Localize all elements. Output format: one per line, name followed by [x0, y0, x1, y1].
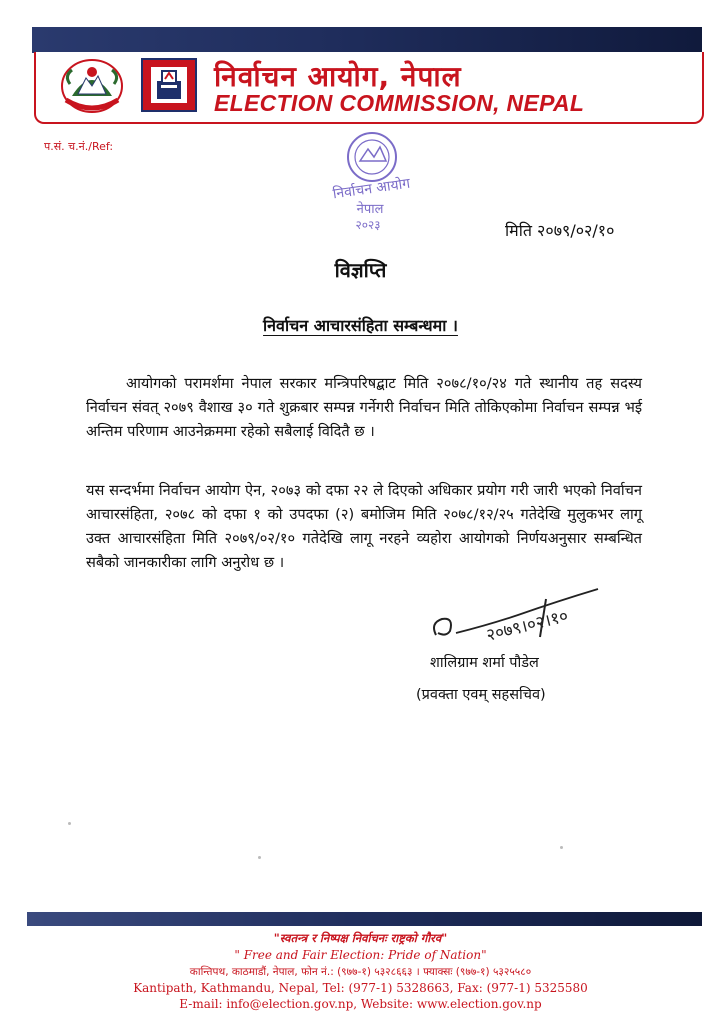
scan-speck [560, 846, 563, 849]
body-paragraph-2: यस सन्दर्भमा निर्वाचन आयोग ऐन, २०७३ को दफा २२ ले दिएको अधिकार प्रयोग गरी जारी भएको निर्वाचन आचारसंहिता, २०७८ को दफा १ को उपदफा (२) बमोजिम मिति २०७८/१२/२५ गतेदेखि मुलुकभर लागू उक्त आचारसंहिता मिति २०७९/०२/१० गतेदेखि लागू नरहने व्यहोरा आयोगको निर्णयअनुसार सम्बन्धित सबैको जानकारीका लागि अनुरोध छ । [86, 482, 642, 571]
nepal-emblem-icon [56, 56, 128, 116]
footer-contact: E-mail: info@election.gov.np, Website: www.election.gov.np [179, 997, 542, 1011]
subject-line [0, 314, 721, 336]
signer-name: शालिग्राम शर्मा पौडेल [430, 655, 539, 671]
body-paragraph-1: आयोगको परामर्शमा नेपाल सरकार मन्त्रिपरिषद्बाट मिति २०७८/१०/२४ गते स्थानीय तह सदस्य निर्वाचन संवत् २०७९ वैशाख ३० गते शुक्रबार सम्पन्न गर्नेगरी निर्वाचन मिति तोकिएकोमा निर्वाचन सम्पन्न भई अन्तिम परिणाम आउनेक्रममा रहेको सबैलाई विदितै छ । [86, 375, 642, 440]
document-date: मिति २०७९/०२/१० [505, 221, 615, 240]
signature-icon [428, 585, 608, 650]
footer-slogan-english: " Free and Fair Election: Pride of Nation" [234, 948, 487, 962]
signature-date: २०७९।०२।१० [484, 606, 571, 646]
signer-designation: (प्रवक्ता एवम् सहसचिव) [416, 687, 546, 703]
footer-address-english: Kantipath, Kathmandu, Nepal, Tel: (977-1) 5328663, Fax: (977-1) 5325580 [133, 981, 588, 995]
footer-slogan-nepali: "स्वतन्त्र र निष्पक्ष निर्वाचनः राष्ट्रको गौरव" [273, 931, 448, 945]
official-stamp-icon [322, 127, 422, 235]
org-title-nepali: निर्वाचन आयोग, नेपाल [214, 60, 462, 93]
org-title-english: ELECTION COMMISSION, NEPAL [214, 90, 585, 116]
stamp-text-3: २०२३ [355, 218, 381, 232]
scan-speck [68, 822, 71, 825]
header-top-band [32, 27, 702, 53]
election-commission-logo [141, 58, 197, 112]
scan-speck [258, 856, 261, 859]
footer-band [27, 912, 702, 926]
stamp-text-1: निर्वाचन आयोग [331, 175, 412, 203]
footer-address-nepali: कान्तिपथ, काठमाडौं, नेपाल, फोन नं.: (९७७-१) ५३२८६६३ । फ्याक्सः (९७७-१) ५३२५५८० [189, 966, 532, 978]
stamp-text-2: नेपाल [356, 202, 384, 217]
subject-text: निर्वाचन आचारसंहिता सम्बन्धमा । [263, 316, 458, 335]
notice-title: विज्ञप्ति [334, 258, 387, 282]
ballot-box-icon [151, 67, 187, 103]
reference-label: प.सं. च.नं./Ref: [44, 140, 114, 153]
